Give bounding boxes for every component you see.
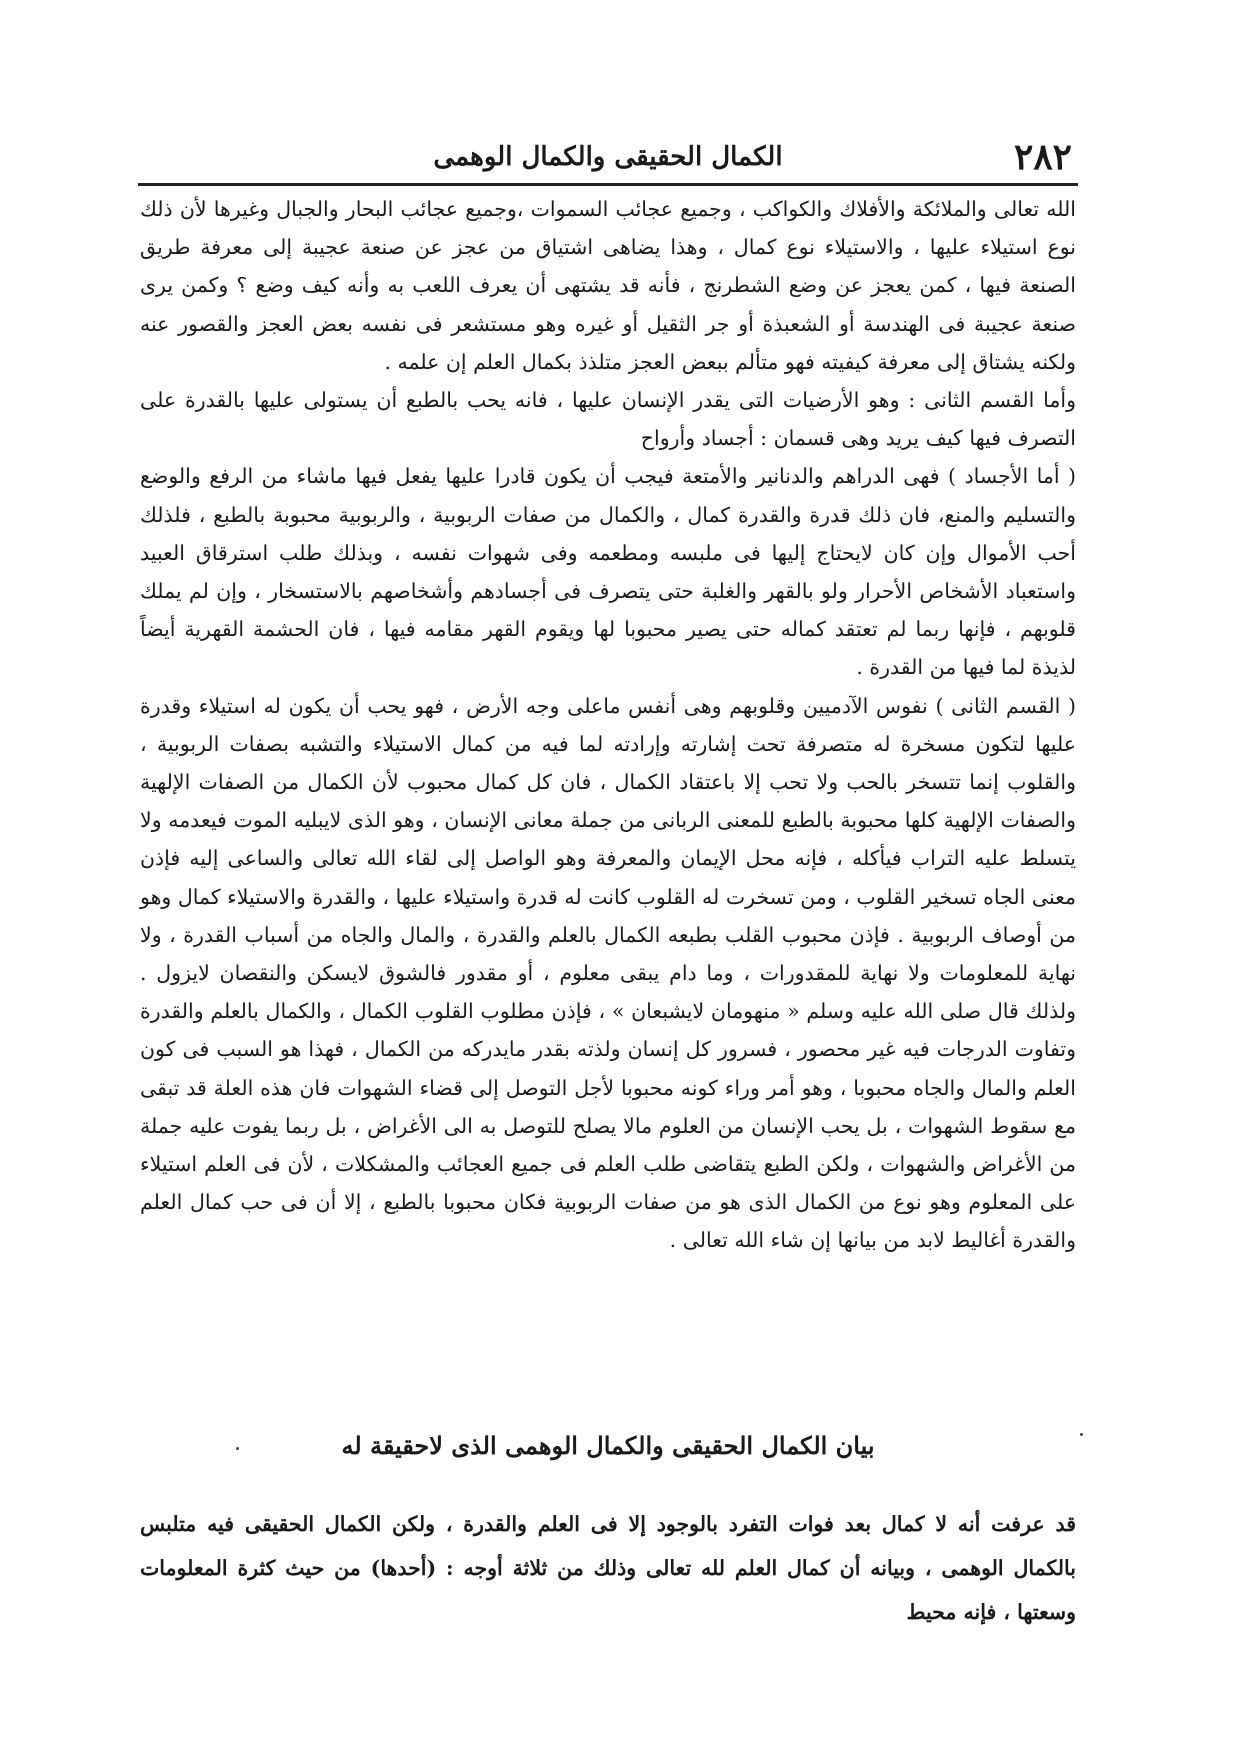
main-text	[140, 190, 1076, 1260]
page-number: ٢٨٢	[1013, 136, 1072, 178]
section-heading: بيان الكمال الحقيقى والكمال الوهمى الذى لاحقيقة له	[341, 1431, 875, 1460]
paragraph-1: الله تعالى والملائكة والأفلاك والكواكب ، وجميع عجائب السموات ،وجميع عجائب البحار والجبال وغيرها لأن ذلك نوع استيلاء عليها ، والاستيلاء نوع كمال ، وهذا يضاهى اشتياق من عجز عن صنعة عجيبة إلى معرفة طريق الصنعة فيها ، كمن يعجز عن وضع الشطرنج ، فأنه قد يشتهى أن يعرف اللعب به وأنه كيف وضع ؟ وكمن يرى صنعة عجيبة فى الهندسة أو الشعبذة أو جر الثقيل أو غيره وهو مستشعر فى نفسه بعض العجز والقصور عنه ولكنه يشتاق إلى معرفة كيفيته فهو متألم ببعض العجز متلذذ بكمال العلم إن علمه .	[140, 197, 1076, 374]
paragraph-3: ( أما الأجساد ) فهى الدراهم والدنانير والأمتعة فيجب أن يكون قادرا عليها يفعل فيها ماشاء من الرفع والوضع والتسليم والمنع، فان ذلك قدرة والقدرة كمال ، والكمال من صفات الربوبية ، والربوبية محبوبة بالطبع ، فلذلك أحب الأموال وإن كان لايحتاج إليها فى ملبسه ومطعمه وفى شهوات نفسه ، وبذلك طلب استرقاق العبيد واستعباد الأشخاص الأحرار ولو بالقهر والغلبة حتى يتصرف فى أجسادهم وأشخاصهم بالاستسخار ، وإن لم يملك قلوبهم ، فإنها ربما لم تعتقد كماله حتى يصير محبوبا لها ويقوم القهر مقامه فيها ، فان الحشمة القهرية أيضاً لذيذة لما فيها من القدرة .	[140, 464, 1076, 680]
paragraph-4: ( القسم الثانى ) نفوس الآدميين وقلوبهم وهى أنفس ماعلى وجه الأرض ، فهو يحب أن يكون له استيلاء وقدرة عليها لتكون مسخرة له متصرفة تحت إشارته وإرادته لما فيه من كمال الاستيلاء والتشبه بصفات الربوبية ، والقلوب إنما تتسخر بالحب ولا تحب إلا باعتقاد الكمال ، فان كل كمال محبوب لأن الكمال من الصفات الإلهية والصفات الإلهية كلها محبوبة بالطبع للمعنى الربانى من جملة معانى الإنسان ، وهو الذى لايبليه الموت فيعدمه ولا يتسلط عليه التراب فيأكله ، فإنه محل الإيمان والمعرفة وهو الواصل إلى لقاء الله تعالى والساعى إليه فإذن معنى الجاه تسخير القلوب ، ومن تسخرت له القلوب كانت له قدرة واستيلاء عليها ، والقدرة والاستيلاء كمال وهو من أوصاف الربوبية . فإذن محبوب القلب بطبعه الكمال بالعلم والقدرة ، والمال والجاه من أسباب القدرة ، ولا نهاية للمعلومات ولا نهاية للمقدورات ، وما دام يبقى معلوم ، أو مقدور فالشوق لايسكن والنقصان لايزول . ولذلك قال صلى الله عليه وسلم « منهومان لايشبعان » ، فإذن مطلوب القلوب الكمال ، والكمال بالعلم والقدرة وتفاوت الدرجات فيه غير محصور ، فسرور كل إنسان ولذته بقدر مايدركه من الكمال ، فهذا هو السبب فى كون العلم والمال والجاه محبوبا ، وهو أمر وراء كونه محبوبا لأجل التوصل إلى قضاء الشهوات فان هذه العلة قد تبقى مع سقوط الشهوات ، بل يحب الإنسان من العلوم مالا يصلح للتوصل به الى الأغراض ، بل ربما يفوت عليه جملة من الأغراض والشهوات ، ولكن الطبع يتقاضى طلب العلم فى جميع العجائب والمشكلات ، لأن فى العلم استيلاء على المعلوم وهو نوع من الكمال الذى هو من صفات الربوبية فكان محبوبا بالطبع ، إلا أن فى حب كمال العلم والقدرة أغاليط لابد من بيانها إن شاء الله تعالى .	[140, 693, 1076, 1253]
section-text	[140, 1502, 1076, 1634]
scan-speck	[236, 1447, 239, 1450]
header-rule	[138, 183, 1078, 186]
scan-speck	[1080, 1433, 1083, 1436]
page-header	[138, 134, 1078, 180]
running-title: الكمال الحقيقى والكمال الوهمى	[433, 142, 783, 172]
section-paragraph: قد عرفت أنه لا كمال بعد فوات التفرد بالوجود إلا فى العلم والقدرة ، ولكن الكمال الحقيقى فيه متلبس بالكمال الوهمى ، وبيانه أن كمال العلم لله تعالى وذلك من ثلاثة أوجه : (أحدها) من حيث كثرة المعلومات وسعتها ، فإنه محيط	[140, 1512, 1076, 1624]
paragraph-2: وأما القسم الثانى : وهو الأرضيات التى يقدر الإنسان عليها ، فانه يحب بالطبع أن يستولى عليها بالقدرة على التصرف فيها كيف يريد وهى قسمان : أجساد وأرواح	[140, 388, 1076, 451]
